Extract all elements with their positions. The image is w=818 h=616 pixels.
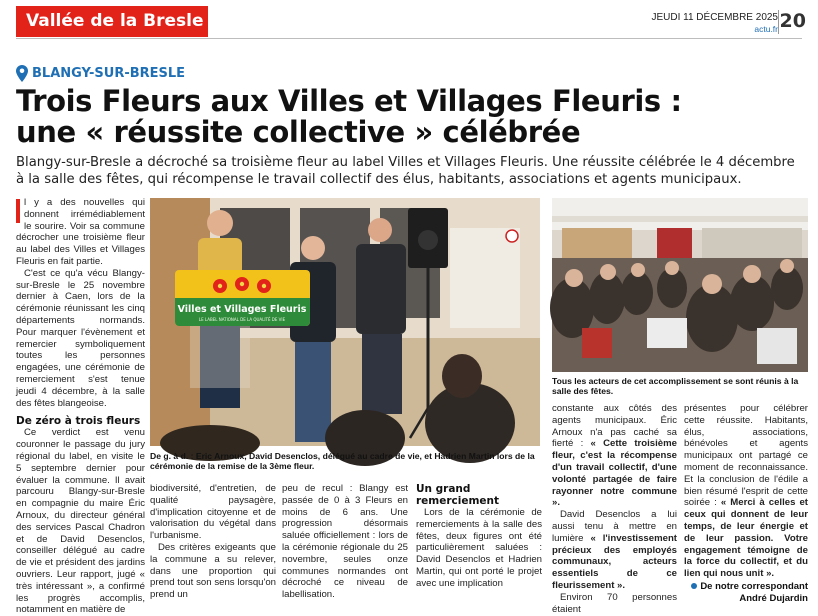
ceremony-photo (150, 198, 540, 446)
col6-quote: « Merci à celles et ceux qui donnent de leur temps, de leur énergie et de leur passion. Votre engagement témoigne de la force du collectif, et du lien qui nous unit ». (684, 497, 808, 580)
byline-text: De notre correspondant (700, 580, 808, 592)
subhead-line-2: remerciement (416, 495, 500, 507)
body-column-6 (684, 403, 808, 605)
subhead-zero-to-three: De zéro à trois fleurs (16, 415, 141, 428)
section-tab[interactable]: Vallée de la Bresle (16, 6, 208, 37)
body-column-5 (552, 403, 677, 615)
headline-line-2: une « réussite collective » célébrée (16, 115, 581, 149)
banner-title: Villes et Villages Fleuris (177, 304, 307, 315)
ceremony-photo-caption (150, 451, 540, 472)
caption-prefix: De g. à d. : (150, 451, 196, 461)
body-column-2 (150, 483, 276, 601)
caption-text: Eric Arnoux, David Desenclos, délégué au cadre de vie, et Hadrien Martin lors de la cérémonie de la remise de la 3ème fleur. (150, 451, 535, 472)
col5-paragraph-3: Environ 70 personnes étaient (552, 591, 677, 615)
audience-photo (552, 198, 808, 372)
col3-paragraph-1: peu de recul : Blangy est passée de 0 à 3 Fleurs en moins de 6 ans. Une progression désormais saluée officiellement : lors de la cérémonie régionale du 25 novembre, seules onze communes normandes ont décroché ce niveau de labellisation. (282, 483, 408, 601)
col1-paragraph-1: l y a des nouvelles qui donnent irrémédiablement le sourire. Voir sa commune décrocher une troisième fleur au label des Villes et Villages Fleuris en fait partie. (16, 197, 145, 267)
site-name[interactable]: actu.fr (754, 24, 778, 34)
col2-paragraph-2: Des critères exigeants que la commune a su relever, dans une proportion qui prend tout son sens lorsqu'on prend un (150, 541, 276, 601)
col4-paragraph-1: Lors de la cérémonie de remerciements à la salle des fêtes, deux figures ont été particulièrement saluées : David Desenclos et Hadrien Martin, qui ont porté le projet avec une implication (416, 507, 542, 589)
body-column-1 (16, 197, 145, 616)
subhead-grand-remerciement (416, 483, 542, 507)
drop-cap-bar (16, 199, 20, 223)
audience-photo-image (552, 198, 808, 372)
location-tag (16, 64, 185, 82)
col1-paragraph-3: Ce verdict est venu couronner le passage du jury régional du label, en visite le 5 septembre dernier pour évaluer la commune. Il avait parcouru Blangy-sur-Bresle en compagnie du maire Éric Arnoux, du directeur général des services Pascal Chadron et de David Desenclos, conseiller délégué au cadre de vie et président des jardins ouvriers. Leur rapport, jugé « très intéressant », a confirmé les progrès accomplis, notamment en matière de (16, 427, 145, 616)
banner-subtitle: LE LABEL NATIONAL DE LA QUALITÉ DE VIE (198, 317, 286, 322)
issue-date: JEUDI 11 DÉCEMBRE 2025 (651, 12, 778, 23)
body-column-3 (282, 483, 408, 601)
headline (16, 86, 716, 148)
byline (684, 581, 808, 593)
lead-paragraph: Blangy-sur-Bresle a décroché sa troisième fleur au label Villes et Villages Fleuris. Une réussite célébrée le 4 décembre à la salle des fêtes, qui récompense le travail collectif des élus, habitants, associations et agents municipaux. (16, 155, 795, 187)
bullet-icon (691, 583, 697, 589)
body-column-4 (416, 483, 542, 590)
header-rule (16, 38, 802, 39)
col6-paragraph-1: présentes pour célébrer cette réussite. Habitants, élus, associations, bénévoles et agents municipaux ont partagé ce moment de reconnaissance. Et la conclusion de l'édile a bien résumé l'esprit de cette soirée : (684, 403, 808, 509)
ceremony-photo-image (150, 198, 540, 446)
col1-paragraph-2: C'est ce qu'a vécu Blangy-sur-Bresle le 25 novembre dernier à Caen, lors de la cérémonie réunissant les cinq départements normands. Pour marquer l'évènement et remercier symboliquement toutes les personnes engagées, une cérémonie de remerciement s'est tenue jeudi 4 décembre, à la salle des fêtes blangeoise. (16, 267, 145, 409)
page-number: 20 (779, 10, 806, 32)
audience-photo-caption: Tous les acteurs de cet accomplissement se sont réunis à la salle des fêtes. (552, 376, 799, 397)
map-pin-icon (16, 65, 28, 82)
col5-paragraph-2: David Desenclos a lui aussi tenu à mettre en lumière (552, 509, 677, 544)
author-name: André Dujardin (739, 592, 808, 604)
location-label: BLANGY-SUR-BRESLE (32, 65, 186, 81)
col5-quote-1: « Cette troisième fleur, c'est la récompense d'un travail collectif, d'une volonté partagée de faire rayonner notre commune ». (552, 438, 677, 509)
headline-line-1: Trois Fleurs aux Villes et Villages Fleuris : (16, 84, 682, 118)
col5-paragraph-1: constante aux côtés des agents municipaux. Éric Arnoux n'a pas caché sa fierté : (552, 403, 677, 450)
col5-quote-2: « l'investissement précieux des employés communaux, acteurs essentiels de ce fleurissement ». (552, 532, 677, 591)
col2-paragraph-1: biodiversité, d'entretien, de qualité paysagère, d'implication citoyenne et de valorisation du végétal dans l'urbanisme. (150, 483, 276, 542)
subhead-line-1: Un grand (416, 483, 471, 495)
